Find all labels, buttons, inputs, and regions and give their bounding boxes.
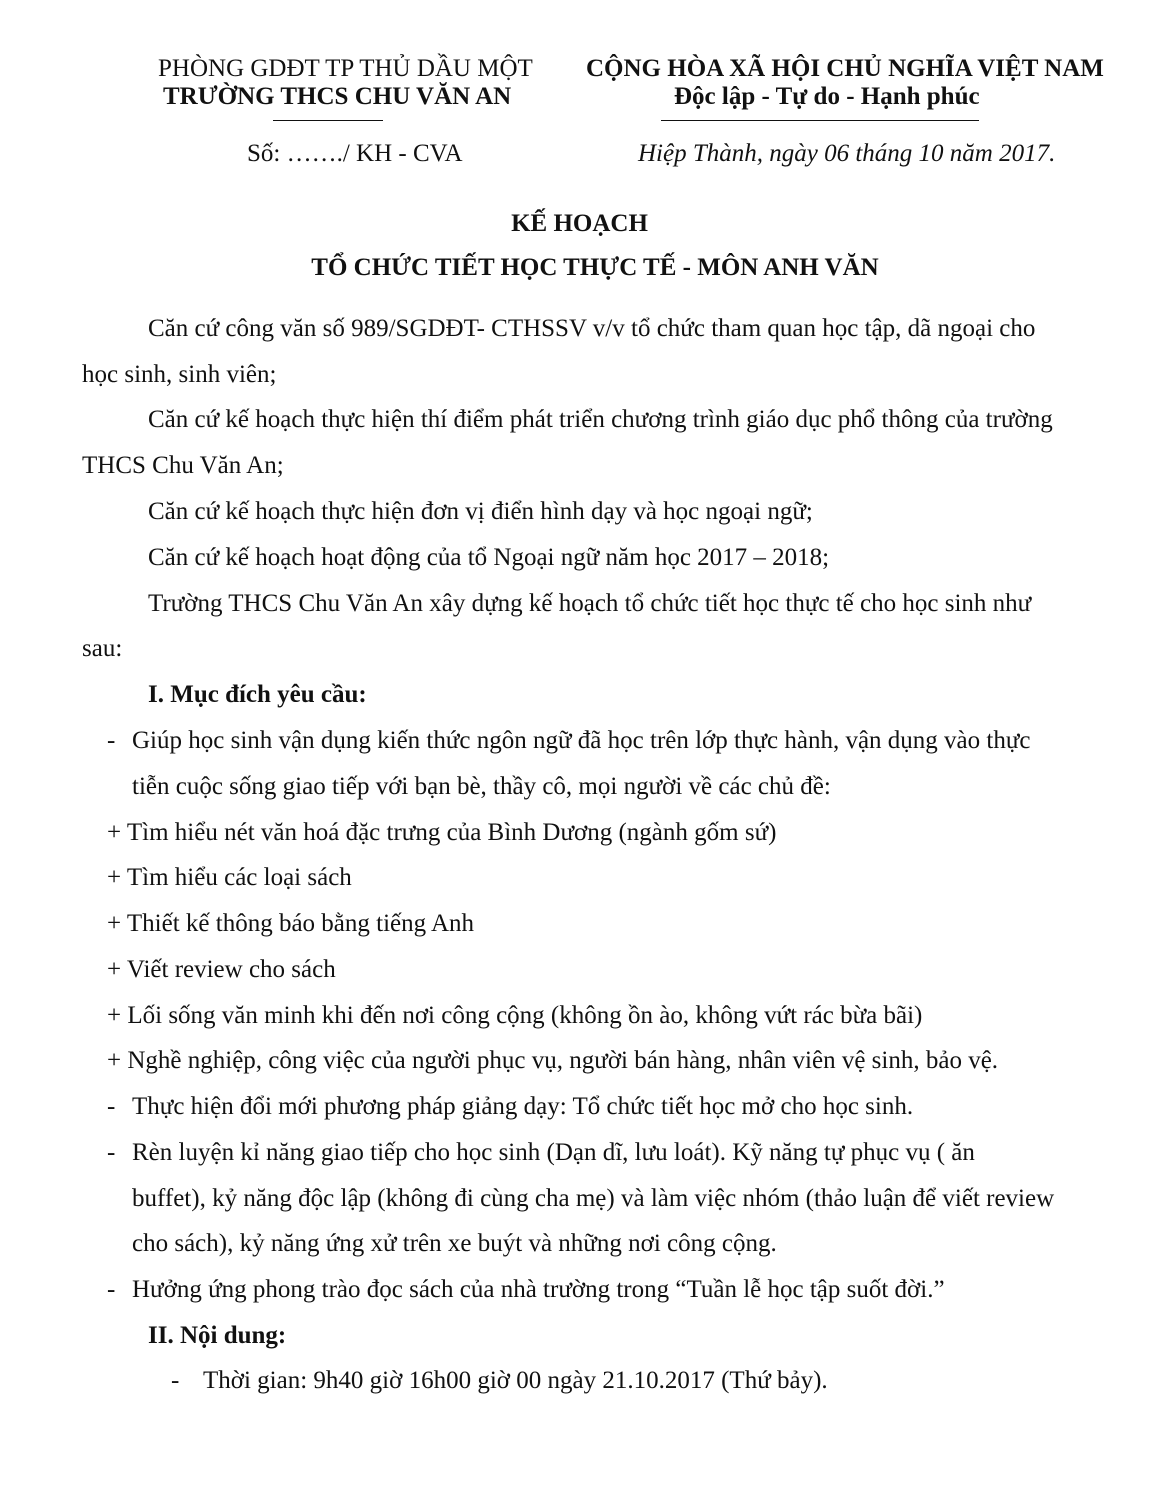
agency-name: PHÒNG GDĐT TP THỦ DẦU MỘT xyxy=(158,55,533,82)
topic-item: + Tìm hiểu các loại sách xyxy=(107,864,352,891)
section-2-heading: II. Nội dung: xyxy=(148,1322,287,1349)
basis-3: Căn cứ kế hoạch thực hiện đơn vị điển hình dạy và học ngoại ngữ; xyxy=(148,498,813,525)
document-title: KẾ HOẠCH xyxy=(511,210,648,237)
basis-5-line-1: Trường THCS Chu Văn An xây dựng kế hoạch tổ chức tiết học thực tế cho học sinh như xyxy=(148,590,1032,617)
republic-name: CỘNG HÒA XÃ HỘI CHỦ NGHĨA VIỆT NAM xyxy=(586,55,1104,82)
topic-item: + Tìm hiểu nét văn hoá đặc trưng của Bình Dương (ngành gốm sứ) xyxy=(107,819,777,846)
topic-item: + Lối sống văn minh khi đến nơi công cộng (không ồn ào, không vứt rác bừa bãi) xyxy=(107,1002,923,1029)
bullet-dash: - xyxy=(107,1139,116,1166)
national-motto: Độc lập - Tự do - Hạnh phúc xyxy=(674,83,980,110)
basis-2-line-2: THCS Chu Văn An; xyxy=(82,452,284,479)
document-subtitle: TỔ CHỨC TIẾT HỌC THỰC TẾ - MÔN ANH VĂN xyxy=(311,254,879,281)
bullet-dash: - xyxy=(107,1276,116,1303)
purpose-3-line-1: Rèn luyện kỉ năng giao tiếp cho học sinh (Dạn dĩ, lưu loát). Kỹ năng tự phục vụ ( ăn xyxy=(132,1139,975,1166)
school-name-underline xyxy=(273,120,383,121)
purpose-1-line-2: tiễn cuộc sống giao tiếp với bạn bè, thầy cô, mọi người về các chủ đề: xyxy=(132,773,831,800)
purpose-1-line-1: Giúp học sinh vận dụng kiến thức ngôn ngữ đã học trên lớp thực hành, vận dụng vào thực xyxy=(132,727,1031,754)
document-number: Số: ……./ KH - CVA xyxy=(247,140,463,167)
bullet-dash: - xyxy=(171,1367,180,1394)
purpose-3-line-2: buffet), kỷ năng độc lập (không đi cùng cha mẹ) và làm việc nhóm (thảo luận để viết review xyxy=(132,1185,1055,1212)
topic-item: + Nghề nghiệp, công việc của người phục vụ, người bán hàng, nhân viên vệ sinh, bảo vệ. xyxy=(107,1047,999,1074)
basis-5-line-2: sau: xyxy=(82,635,123,662)
topic-item: + Thiết kế thông báo bằng tiếng Anh xyxy=(107,910,475,937)
section-1-heading: I. Mục đích yêu cầu: xyxy=(148,681,367,708)
school-name: TRƯỜNG THCS CHU VĂN AN xyxy=(163,83,512,110)
purpose-3-line-3: cho sách), kỷ năng ứng xử trên xe buýt và những nơi công cộng. xyxy=(132,1230,777,1257)
basis-2-line-1: Căn cứ kế hoạch thực hiện thí điểm phát triển chương trình giáo dục phổ thông của trường xyxy=(148,406,1053,433)
purpose-4: Hưởng ứng phong trào đọc sách của nhà trường trong “Tuần lễ học tập suốt đời.” xyxy=(132,1276,945,1303)
motto-underline xyxy=(661,120,979,121)
content-time: Thời gian: 9h40 giờ 16h00 giờ 00 ngày 21.10.2017 (Thứ bảy). xyxy=(203,1367,828,1394)
purpose-2: Thực hiện đổi mới phương pháp giảng dạy: Tổ chức tiết học mở cho học sinh. xyxy=(132,1093,914,1120)
basis-4: Căn cứ kế hoạch hoạt động của tổ Ngoại ngữ năm học 2017 – 2018; xyxy=(148,544,830,571)
basis-1-line-1: Căn cứ công văn số 989/SGDĐT- CTHSSV v/v tổ chức tham quan học tập, dã ngoại cho xyxy=(148,315,1036,342)
topic-item: + Viết review cho sách xyxy=(107,956,336,983)
bullet-dash: - xyxy=(107,1093,116,1120)
document-date: Hiệp Thành, ngày 06 tháng 10 năm 2017. xyxy=(638,140,1056,167)
bullet-dash: - xyxy=(107,727,116,754)
basis-1-line-2: học sinh, sinh viên; xyxy=(82,361,277,388)
